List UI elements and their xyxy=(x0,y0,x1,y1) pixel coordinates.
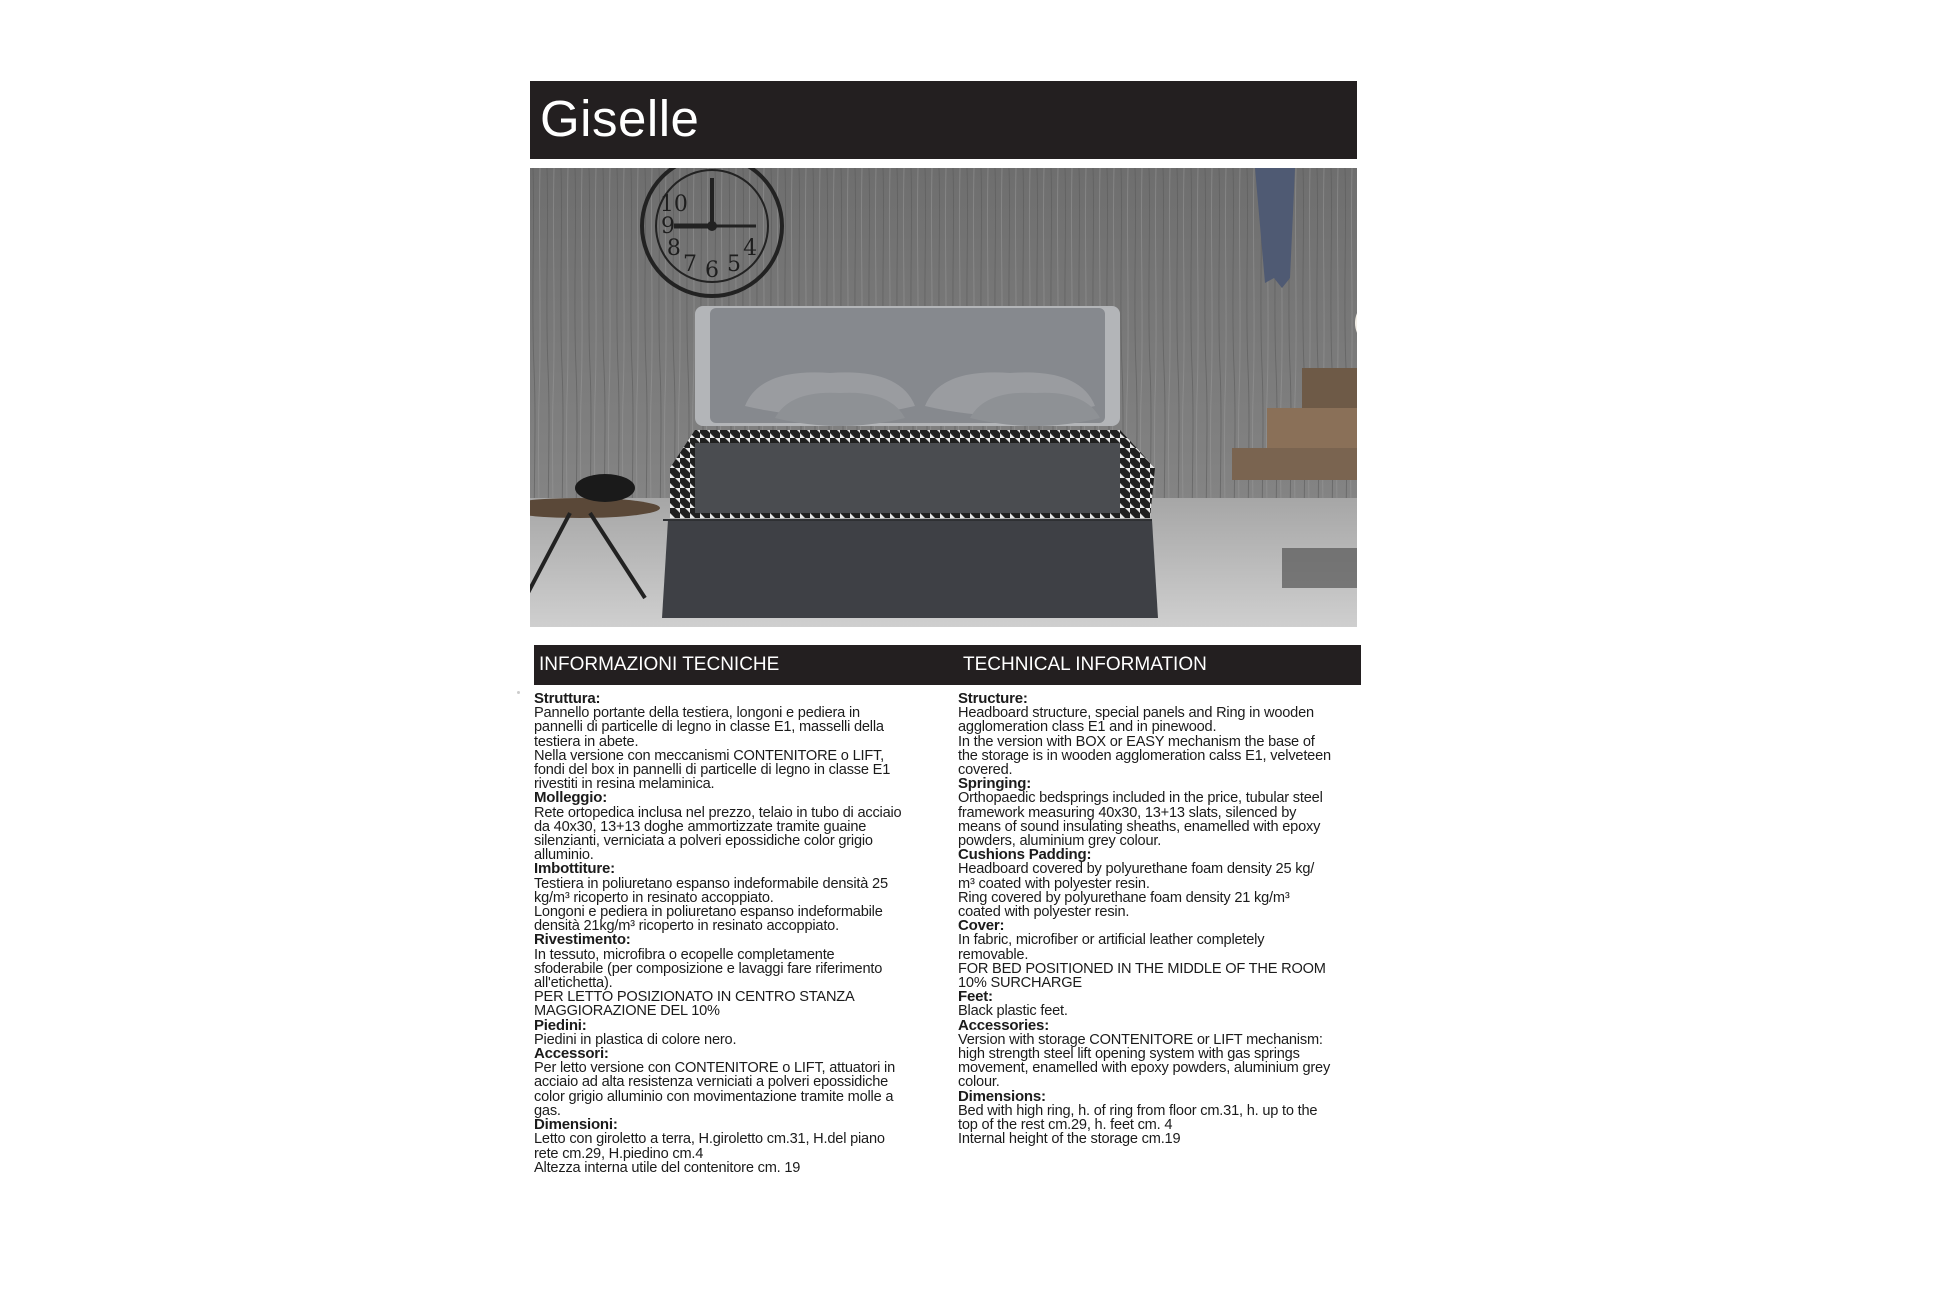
section-line: kg/m³ ricoperto in resinato accoppiato. xyxy=(534,889,774,906)
section-title: Feet: xyxy=(958,988,993,1006)
section-line: densità 21kg/m³ ricoperto in resinato accoppiato. xyxy=(534,918,839,935)
section-title: Cushions Padding: xyxy=(958,846,1092,864)
section-line: 10% SURCHARGE xyxy=(958,975,1082,992)
section-line: color grigio alluminio con movimentazione tramite molle a xyxy=(534,1088,894,1105)
section-line: alluminio. xyxy=(534,847,594,864)
section-line: rivestiti in resina melaminica. xyxy=(534,776,715,793)
section-title: Springing: xyxy=(958,775,1031,793)
stray-dot xyxy=(517,691,520,694)
section-line: Letto con giroletto a terra, H.giroletto cm.31, H.del piano xyxy=(534,1131,885,1148)
section-line: FOR BED POSITIONED IN THE MIDDLE OF THE ROOM xyxy=(958,960,1326,977)
section-line: Pannello portante della testiera, longoni e pediera in xyxy=(534,705,860,722)
section-line: Nella versione con meccanismi CONTENITORE o LIFT, xyxy=(534,747,885,764)
section-line: Headboard covered by polyurethane foam density 25 kg/ xyxy=(958,861,1315,878)
section-line: MAGGIORAZIONE DEL 10% xyxy=(534,1003,720,1020)
section-line: da 40x30, 13+13 doghe ammortizzate tramite guaine xyxy=(534,818,867,835)
section-line: Headboard structure, special panels and Ring in wooden xyxy=(958,705,1314,722)
section-title: Structure: xyxy=(958,690,1028,707)
clock-numeral: 8 xyxy=(666,236,681,261)
section-line: PER LETTO POSIZIONATO IN CENTRO STANZA xyxy=(534,989,855,1006)
title-bar xyxy=(530,81,1357,159)
section-line: In tessuto, microfibra o ecopelle completamente xyxy=(534,946,835,963)
section-title: Accessori: xyxy=(534,1045,609,1063)
section-line: top of the rest cm.29, h. feet cm. 4 xyxy=(958,1117,1173,1134)
section-line: removable. xyxy=(958,946,1029,963)
section-line: all'etichetta). xyxy=(534,975,613,992)
english-column xyxy=(958,692,1362,1147)
section-title: Molleggio: xyxy=(534,789,607,807)
section-line: colour. xyxy=(958,1074,1000,1091)
section-line: high strength steel lift opening system with gas springs xyxy=(958,1046,1300,1063)
section-title: Cover: xyxy=(958,917,1005,935)
section-line: acciaio ad alta resistenza verniciati a polveri epossidiche xyxy=(534,1074,889,1091)
section-line: the storage is in wooden agglomeration calss E1, velveteen xyxy=(958,747,1331,764)
section-line: Bed with high ring, h. of ring from floor cm.31, h. up to the xyxy=(958,1102,1318,1119)
section-title: Piedini: xyxy=(534,1016,587,1034)
section-line: movement, enamelled with epoxy powders, aluminium grey xyxy=(958,1060,1331,1077)
section-line: In fabric, microfiber or artificial leather completely xyxy=(958,932,1265,949)
section-line: fondi del box in pannelli di particelle di legno in classe E1 xyxy=(534,762,891,779)
section-line: Longoni e pediera in poliuretano espanso indeformabile xyxy=(534,904,883,921)
bed-photo xyxy=(530,168,1357,627)
section-line: testiera in abete. xyxy=(534,733,639,750)
section-line: means of sound insulating sheaths, enamelled with epoxy xyxy=(958,818,1321,835)
section-title: Struttura: xyxy=(534,690,601,707)
section-line: Rete ortopedica inclusa nel prezzo, telaio in tubo di acciaio xyxy=(534,804,902,821)
clock-numeral: 4 xyxy=(743,236,758,261)
clock-numeral: 7 xyxy=(683,252,697,278)
section-line: Testiera in poliuretano espanso indeformabile densità 25 xyxy=(534,875,888,892)
section-header-bar xyxy=(534,645,1361,685)
section-line: covered. xyxy=(958,762,1013,779)
section-line: Per letto versione con CONTENITORE o LIFT, attuatori in xyxy=(534,1060,896,1077)
section-line: Ring covered by polyurethane foam density 21 kg/m³ xyxy=(958,889,1290,906)
section-line: Piedini in plastica di colore nero. xyxy=(534,1031,737,1048)
section-line: In the version with BOX or EASY mechanism the base of xyxy=(958,733,1315,750)
section-line: powders, aluminium grey colour. xyxy=(958,833,1162,850)
italian-column xyxy=(534,692,938,1175)
section-line: Altezza interna utile del contenitore cm. 19 xyxy=(534,1159,801,1176)
section-line: Black plastic feet. xyxy=(958,1003,1068,1020)
section-line: coated with polyester resin. xyxy=(958,904,1130,921)
product-title: Giselle xyxy=(540,90,700,147)
section-line: m³ coated with polyester resin. xyxy=(958,875,1150,892)
section-line: agglomeration class E1 and in pinewood. xyxy=(958,719,1217,736)
section-line: Version with storage CONTENITORE or LIFT mechanism: xyxy=(958,1031,1323,1048)
section-line: Orthopaedic bedsprings included in the price, tubular steel xyxy=(958,790,1323,807)
clock-numeral: 5 xyxy=(727,252,741,278)
clock-numeral: 6 xyxy=(705,258,719,283)
section-line: framework measuring 40x30, 13+13 slats, silenced by xyxy=(958,804,1297,821)
section-line: rete cm.29, H.piedino cm.4 xyxy=(534,1145,704,1162)
section-line: pannelli di particelle di legno in classe E1, masselli della xyxy=(534,719,884,736)
clock-numeral: 9 xyxy=(661,214,675,239)
section-line: Internal height of the storage cm.19 xyxy=(958,1131,1181,1148)
header-english: TECHNICAL INFORMATION xyxy=(963,654,1207,675)
header-italian: INFORMAZIONI TECNICHE xyxy=(539,654,780,675)
section-title: Dimensioni: xyxy=(534,1116,618,1134)
clock-numeral: 10 xyxy=(659,192,688,217)
section-line: sfoderabile (per composizione e lavaggi fare riferimento xyxy=(534,960,883,977)
section-line: gas. xyxy=(534,1102,561,1119)
section-line: silenzianti, verniciata a polveri epossidiche color grigio xyxy=(534,833,873,850)
section-title: Imbottiture: xyxy=(534,860,615,878)
section-title: Dimensions: xyxy=(958,1087,1046,1105)
section-title: Rivestimento: xyxy=(534,931,631,949)
section-title: Accessories: xyxy=(958,1016,1049,1034)
